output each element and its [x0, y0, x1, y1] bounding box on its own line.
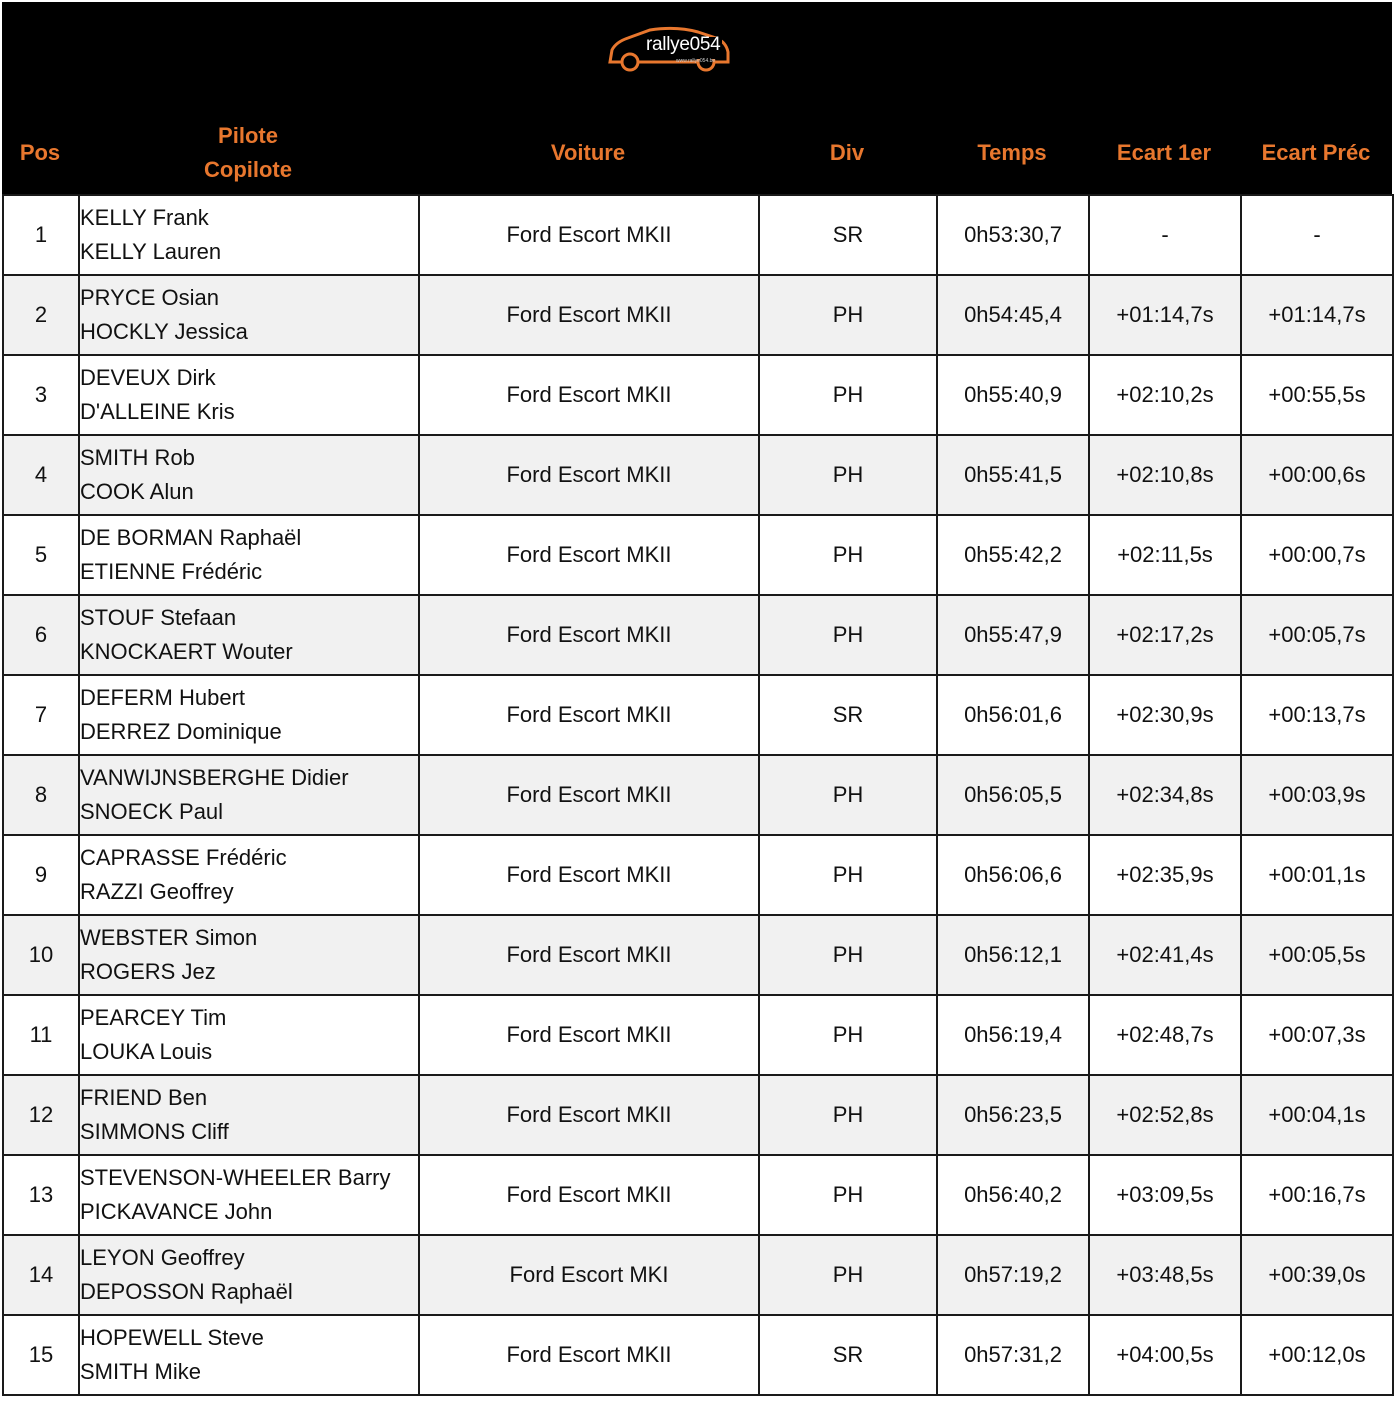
pilote-name: DE BORMAN Raphaël [80, 525, 302, 550]
cell-ecart1: +02:17,2s [1089, 595, 1241, 675]
cell-ecart1: - [1089, 195, 1241, 275]
cell-ecart1: +02:10,2s [1089, 355, 1241, 435]
cell-voiture: Ford Escort MKII [419, 1075, 759, 1155]
cell-temps: 0h54:45,4 [937, 275, 1089, 355]
cell-pos: 14 [3, 1235, 79, 1315]
cell-ecartprec: +00:05,7s [1241, 595, 1393, 675]
table-header [2, 2, 1392, 194]
cell-voiture: Ford Escort MKII [419, 355, 759, 435]
copilote-name: KNOCKAERT Wouter [80, 639, 293, 664]
table-row [3, 515, 1393, 595]
cell-crew [79, 995, 419, 1075]
cell-div: PH [759, 995, 937, 1075]
table-row [3, 995, 1393, 1075]
cell-div: PH [759, 835, 937, 915]
cell-crew [79, 595, 419, 675]
pilote-name: DEVEUX Dirk [80, 365, 216, 390]
cell-voiture: Ford Escort MKII [419, 755, 759, 835]
cell-div: SR [759, 1315, 937, 1395]
cell-div: PH [759, 755, 937, 835]
cell-temps: 0h56:01,6 [937, 675, 1089, 755]
table-row [3, 835, 1393, 915]
cell-crew [79, 915, 419, 995]
cell-ecart1: +02:34,8s [1089, 755, 1241, 835]
cell-temps: 0h55:42,2 [937, 515, 1089, 595]
pilote-name: LEYON Geoffrey [80, 1245, 245, 1270]
cell-crew [79, 675, 419, 755]
cell-ecart1: +02:52,8s [1089, 1075, 1241, 1155]
pilote-name: STOUF Stefaan [80, 605, 237, 630]
cell-div: PH [759, 435, 937, 515]
table-row [3, 755, 1393, 835]
copilote-name: RAZZI Geoffrey [80, 879, 234, 904]
results-sheet [2, 2, 1392, 1424]
table-row [3, 675, 1393, 755]
cell-voiture: Ford Escort MKII [419, 675, 759, 755]
cell-ecartprec: +01:14,7s [1241, 275, 1393, 355]
pilote-name: WEBSTER Simon [80, 925, 258, 950]
cell-crew [79, 755, 419, 835]
copilote-name: PICKAVANCE John [80, 1199, 273, 1224]
copilote-name: DEPOSSON Raphaël [80, 1279, 293, 1304]
pilote-name: PRYCE Osian [80, 285, 219, 310]
cell-temps: 0h56:12,1 [937, 915, 1089, 995]
cell-ecart1: +02:30,9s [1089, 675, 1241, 755]
cell-pos: 13 [3, 1155, 79, 1235]
table-row [3, 1075, 1393, 1155]
table-row [3, 195, 1393, 275]
cell-crew [79, 835, 419, 915]
cell-ecartprec: +00:39,0s [1241, 1235, 1393, 1315]
table-row [3, 1155, 1393, 1235]
cell-temps: 0h56:19,4 [937, 995, 1089, 1075]
cell-pos: 2 [3, 275, 79, 355]
cell-voiture: Ford Escort MKII [419, 995, 759, 1075]
cell-pos: 3 [3, 355, 79, 435]
logo-text: rallye054 [646, 34, 721, 55]
cell-ecart1: +02:11,5s [1089, 515, 1241, 595]
table-row [3, 1235, 1393, 1315]
table-row [3, 355, 1393, 435]
cell-pos: 12 [3, 1075, 79, 1155]
cell-ecart1: +01:14,7s [1089, 275, 1241, 355]
cell-ecartprec: +00:55,5s [1241, 355, 1393, 435]
col-header-copilote: Copilote [204, 157, 292, 182]
col-header-pos: Pos [19, 140, 61, 165]
cell-ecart1: +03:09,5s [1089, 1155, 1241, 1235]
cell-crew [79, 1235, 419, 1315]
cell-voiture: Ford Escort MKII [419, 275, 759, 355]
cell-ecartprec: +00:01,1s [1241, 835, 1393, 915]
cell-div: SR [759, 195, 937, 275]
pilote-name: FRIEND Ben [80, 1085, 208, 1110]
cell-ecartprec: +00:13,7s [1241, 675, 1393, 755]
cell-div: PH [759, 355, 937, 435]
cell-temps: 0h57:31,2 [937, 1315, 1089, 1395]
cell-div: PH [759, 1235, 937, 1315]
pilote-name: HOPEWELL Steve [80, 1325, 264, 1350]
rallye054-logo [606, 24, 732, 72]
copilote-name: SIMMONS Cliff [80, 1119, 229, 1144]
cell-ecart1: +02:10,8s [1089, 435, 1241, 515]
cell-crew [79, 275, 419, 355]
cell-temps: 0h56:06,6 [937, 835, 1089, 915]
cell-crew [79, 355, 419, 435]
cell-ecart1: +04:00,5s [1089, 1315, 1241, 1395]
copilote-name: D'ALLEINE Kris [80, 399, 235, 424]
cell-voiture: Ford Escort MKII [419, 435, 759, 515]
pilote-name: DEFERM Hubert [80, 685, 246, 710]
cell-crew [79, 195, 419, 275]
col-header-ecart-prec: Ecart Préc [1261, 140, 1371, 165]
cell-voiture: Ford Escort MKII [419, 195, 759, 275]
cell-crew [79, 435, 419, 515]
cell-div: PH [759, 515, 937, 595]
results-table [2, 194, 1394, 1396]
cell-pos: 8 [3, 755, 79, 835]
cell-crew [79, 1075, 419, 1155]
cell-pos: 6 [3, 595, 79, 675]
cell-crew [79, 1315, 419, 1395]
cell-pos: 11 [3, 995, 79, 1075]
col-header-ecart-1er: Ecart 1er [1116, 140, 1212, 165]
cell-crew [79, 515, 419, 595]
cell-div: PH [759, 595, 937, 675]
col-header-temps: Temps [977, 140, 1047, 165]
copilote-name: KELLY Lauren [80, 239, 222, 264]
copilote-name: ETIENNE Frédéric [80, 559, 263, 584]
cell-div: PH [759, 1075, 937, 1155]
pilote-name: VANWIJNSBERGHE Didier [80, 765, 349, 790]
copilote-name: SMITH Mike [80, 1359, 201, 1384]
col-header-voiture: Voiture [550, 140, 626, 165]
col-header-pilote: Pilote [218, 123, 278, 148]
cell-voiture: Ford Escort MKI [419, 1235, 759, 1315]
cell-ecartprec: - [1241, 195, 1393, 275]
cell-div: SR [759, 675, 937, 755]
cell-temps: 0h53:30,7 [937, 195, 1089, 275]
cell-voiture: Ford Escort MKII [419, 595, 759, 675]
pilote-name: SMITH Rob [80, 445, 195, 470]
cell-ecartprec: +00:07,3s [1241, 995, 1393, 1075]
cell-pos: 5 [3, 515, 79, 595]
copilote-name: DERREZ Dominique [80, 719, 282, 744]
pilote-name: STEVENSON-WHEELER Barry [80, 1165, 391, 1190]
cell-voiture: Ford Escort MKII [419, 915, 759, 995]
cell-voiture: Ford Escort MKII [419, 515, 759, 595]
col-header-div: Div [829, 140, 865, 165]
cell-div: PH [759, 1155, 937, 1235]
copilote-name: SNOECK Paul [80, 799, 224, 824]
cell-temps: 0h55:41,5 [937, 435, 1089, 515]
cell-temps: 0h56:40,2 [937, 1155, 1089, 1235]
table-row [3, 915, 1393, 995]
cell-ecart1: +02:48,7s [1089, 995, 1241, 1075]
cell-ecart1: +02:41,4s [1089, 915, 1241, 995]
pilote-name: KELLY Frank [80, 205, 209, 230]
cell-ecart1: +02:35,9s [1089, 835, 1241, 915]
cell-temps: 0h55:40,9 [937, 355, 1089, 435]
cell-ecartprec: +00:16,7s [1241, 1155, 1393, 1235]
cell-ecart1: +03:48,5s [1089, 1235, 1241, 1315]
cell-ecartprec: +00:03,9s [1241, 755, 1393, 835]
cell-pos: 7 [3, 675, 79, 755]
cell-temps: 0h56:23,5 [937, 1075, 1089, 1155]
table-row [3, 1315, 1393, 1395]
copilote-name: COOK Alun [80, 479, 194, 504]
cell-voiture: Ford Escort MKII [419, 1315, 759, 1395]
cell-ecartprec: +00:05,5s [1241, 915, 1393, 995]
cell-div: PH [759, 275, 937, 355]
cell-temps: 0h55:47,9 [937, 595, 1089, 675]
cell-ecartprec: +00:00,7s [1241, 515, 1393, 595]
cell-voiture: Ford Escort MKII [419, 835, 759, 915]
cell-ecartprec: +00:12,0s [1241, 1315, 1393, 1395]
copilote-name: LOUKA Louis [80, 1039, 213, 1064]
cell-div: PH [759, 915, 937, 995]
logo-url: www.rallye054.be [676, 58, 716, 64]
cell-pos: 4 [3, 435, 79, 515]
cell-ecartprec: +00:04,1s [1241, 1075, 1393, 1155]
copilote-name: HOCKLY Jessica [80, 319, 248, 344]
pilote-name: CAPRASSE Frédéric [80, 845, 287, 870]
cell-ecartprec: +00:00,6s [1241, 435, 1393, 515]
cell-temps: 0h57:19,2 [937, 1235, 1089, 1315]
table-row [3, 275, 1393, 355]
cell-crew [79, 1155, 419, 1235]
pilote-name: PEARCEY Tim [80, 1005, 227, 1030]
copilote-name: ROGERS Jez [80, 959, 216, 984]
cell-pos: 1 [3, 195, 79, 275]
results-body [3, 195, 1393, 1395]
cell-pos: 15 [3, 1315, 79, 1395]
cell-pos: 9 [3, 835, 79, 915]
table-row [3, 595, 1393, 675]
cell-voiture: Ford Escort MKII [419, 1155, 759, 1235]
cell-temps: 0h56:05,5 [937, 755, 1089, 835]
table-row [3, 435, 1393, 515]
cell-pos: 10 [3, 915, 79, 995]
